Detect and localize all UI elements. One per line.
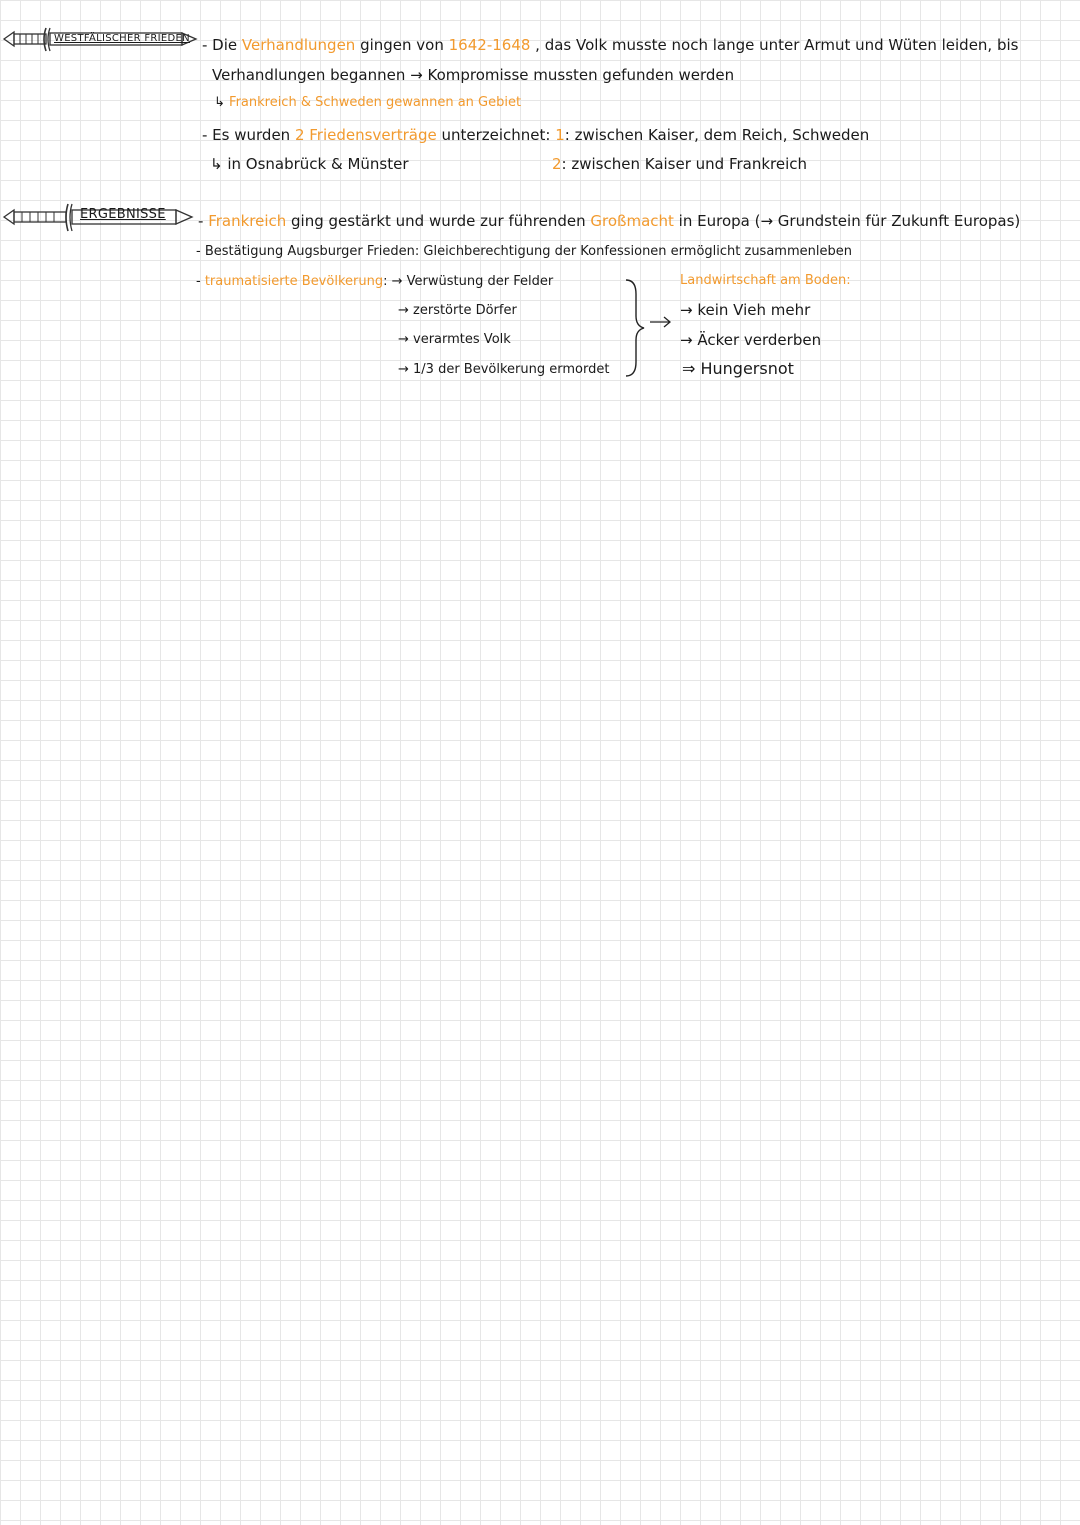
text-line — [398, 330, 511, 350]
highlight-text: traumatisierte Bevölkerung — [204, 274, 384, 289]
curly-brace-icon — [622, 276, 682, 384]
text-part: → 1/3 der Bevölkerung ermordet — [398, 362, 610, 377]
text-part: - — [198, 212, 209, 230]
text-part: ↳ — [214, 95, 230, 110]
side-title: Landwirtschaft am Boden: — [680, 273, 851, 288]
section-label-ergebnisse: ERGEBNISSE — [80, 207, 166, 222]
text-line — [196, 272, 553, 292]
text-line — [552, 154, 807, 174]
highlight-text: 1642-1648 — [448, 36, 531, 54]
text-part: → zerstörte Dörfer — [398, 303, 517, 318]
text-line — [398, 360, 609, 380]
text-part: , das Volk musste noch lange unter Armut und Wüten leiden, bis — [530, 36, 1019, 54]
text-line — [198, 211, 1020, 231]
text-line — [212, 65, 734, 85]
text-line — [196, 242, 852, 262]
highlight-text: gewannen an Gebiet — [386, 95, 522, 110]
section-label-westfaelischer-frieden: WESTFÄLISCHER FRIEDEN — [54, 33, 190, 44]
text-part: - Bestätigung Augsburger Frieden: Gleichberechtigung der Konfessionen ermöglicht zusammenleben — [196, 244, 852, 259]
text-part: unterzeichnet: — [436, 126, 556, 144]
text-part: gingen von — [355, 36, 449, 54]
highlight-text: 2 — [552, 155, 562, 173]
text-part: : → Verwüstung der Felder — [383, 274, 554, 289]
text-part: → verarmtes Volk — [398, 332, 511, 347]
text-part: : zwischen Kaiser und Frankreich — [561, 155, 808, 173]
text-part: ↳ in Osnabrück & Münster — [210, 155, 409, 173]
text-line — [214, 93, 521, 113]
text-part: ging gestärkt und wurde zur führenden — [286, 212, 591, 230]
text-line — [398, 301, 517, 321]
text-line — [202, 125, 869, 145]
text-part: in Europa (→ Grundstein für Zukunft Europas) — [673, 212, 1021, 230]
text-line — [202, 35, 1018, 55]
highlight-text: Großmacht — [590, 212, 674, 230]
text-part: - — [196, 274, 205, 289]
highlight-text: Verhandlungen — [241, 36, 356, 54]
text-part: Verhandlungen begannen → Kompromisse mussten gefunden werden — [212, 66, 735, 84]
highlight-text: 1 — [555, 126, 565, 144]
text-part: - Die — [202, 36, 242, 54]
highlight-text: 2 Friedensverträge — [294, 126, 437, 144]
side-item: ⇒ Hungersnot — [682, 359, 794, 378]
highlight-text: Frankreich & Schweden — [229, 95, 382, 110]
side-item: → kein Vieh mehr — [680, 301, 811, 319]
text-part: : zwischen Kaiser, dem Reich, Schweden — [564, 126, 870, 144]
text-line — [210, 154, 409, 174]
highlight-text: Frankreich — [208, 212, 287, 230]
side-item: → Äcker verderben — [680, 331, 822, 349]
text-part: - Es wurden — [202, 126, 295, 144]
